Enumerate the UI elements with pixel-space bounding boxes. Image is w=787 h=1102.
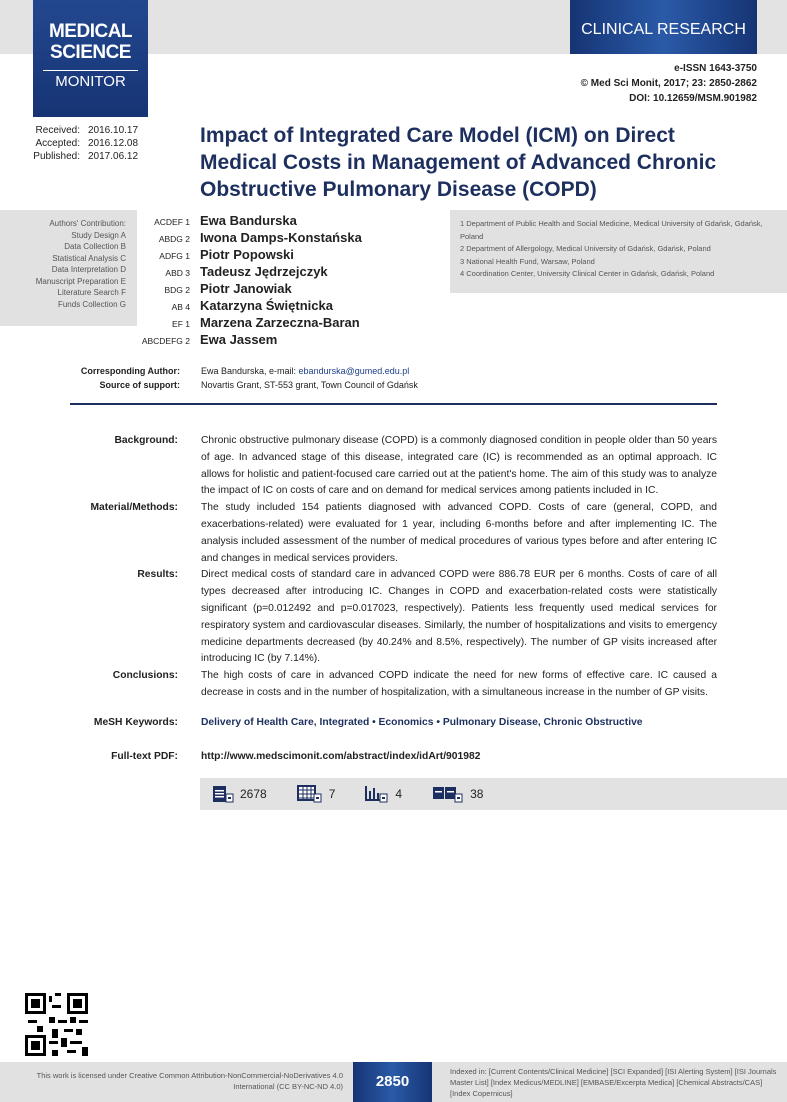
section-text: The high costs of care in advanced COPD indicate the need for new forms of effective care. IC caused a decrease in costs and in the number of hospitalization, with a simultaneous increase in the number of GP visits. [201, 670, 717, 698]
contribution-item: Authors' Contribution: [49, 219, 126, 228]
date-value: 2016.12.08 [88, 138, 139, 149]
license-text: This work is licensed under Creative Common Attribution-NonCommercial-NoDerivatives 4.0 International (CC BY-NC-ND 4.0) [36, 1071, 343, 1091]
references-icon [432, 785, 464, 803]
section-text: The study included 154 patients diagnosed with advanced COPD. Costs of care (general, COPD, and exacerbations-related) were evaluated for 1 year, including 6-months before and after implementing IC. The analysis included assessment of the number of medical procedures of various types before and after entering IC and changes in medical services providers. [201, 502, 717, 564]
reference-count [432, 785, 483, 803]
article-title: Impact of Integrated Care Model (ICM) on Direct Medical Costs in Management of Advanced Chronic Obstructive Pulmonary Disease (COPD) [200, 124, 717, 201]
section-text: Chronic obstructive pulmonary disease (COPD) is a commonly diagnosed condition in people older than 50 years of age. In advanced stage of this disease, integrated care (IC) is recommended as an optimal approach. IC allows for holistic and patient-focused care carried out at the patient's home. The aim of this study was to analyze the impact of IC on costs of care and on demand for medical services among patients included in IC. [201, 435, 717, 497]
eissn: e-ISSN 1643-3750 [674, 63, 757, 74]
contribution-item: Study Design A [71, 230, 126, 240]
page-number: 2850 [353, 1062, 432, 1102]
date-value: 2016.10.17 [88, 125, 139, 136]
abstract-conclusions [0, 668, 720, 702]
qr-code[interactable] [25, 993, 88, 1056]
section-label: Results: [137, 569, 178, 581]
abstract-methods [0, 500, 720, 567]
affiliation: 3 National Health Fund, Warsaw, Poland [460, 256, 595, 266]
mesh-label: MeSH Keywords: [93, 717, 178, 728]
pdf-label: Full-text PDF: [111, 751, 178, 762]
email-link[interactable]: ebandurska@gumed.edu.pl [298, 366, 410, 376]
author-code: AB 4 [171, 302, 190, 312]
author-name: Piotr Popowski [200, 247, 294, 262]
date-label: Published: [33, 151, 80, 162]
author-name: Katarzyna Świętnicka [200, 298, 333, 313]
logo-text: MONITOR [55, 73, 126, 90]
stat-value: 2678 [240, 787, 267, 801]
author-name: Marzena Zarzeczna-Baran [200, 315, 360, 330]
author-code: BDG 2 [164, 285, 190, 295]
affiliations [450, 210, 787, 293]
contribution-legend [0, 210, 137, 326]
indexed-in: Indexed in: [Current Contents/Clinical Medicine] [SCI Expanded] [ISI Alerting System] [ISI Journals Master List] [Index Medicus/MEDLINE] [EMBASE/Excerpta Medica] [Chemical Abstracts/CAS] [Index Copernicus] [450, 1067, 777, 1098]
date-label: Received: [35, 125, 80, 136]
author-name: Piotr Janowiak [200, 281, 292, 296]
contribution-item: Data Collection B [64, 242, 126, 251]
author [130, 230, 362, 247]
stat-value: 4 [395, 787, 403, 801]
stat-value: 7 [328, 787, 336, 801]
section-badge: CLINICAL RESEARCH [570, 0, 757, 54]
author-code: ACDEF 1 [154, 217, 190, 227]
author-code: ABCDEFG 2 [141, 336, 190, 346]
author-name: Tadeusz Jędrzejczyk [200, 264, 328, 279]
affiliation: 4 Coordination Center, University Clinical Center in Gdańsk, Gdańsk, Poland [460, 269, 715, 278]
mesh-text: Delivery of Health Care, Integrated • Economics • Pulmonary Disease, Chronic Obstructive [201, 717, 643, 728]
table-count [297, 785, 336, 803]
section-label: Background: [114, 435, 178, 446]
logo-text: SCIENCE [50, 42, 131, 63]
section-label: Conclusions: [112, 670, 178, 682]
fulltext-pdf [0, 749, 717, 766]
author-code: ABDG 2 [158, 234, 190, 244]
journal-logo [33, 0, 148, 117]
date-value: 2017.06.12 [88, 151, 139, 162]
author [130, 298, 362, 315]
author-name: Ewa Bandurska [200, 213, 297, 228]
contribution-item: Data Interpretation D [51, 265, 126, 274]
author-list [130, 213, 362, 349]
date-label: Accepted: [35, 138, 80, 149]
affiliation: 2 Department of Allergology, Medical University of Gdańsk, Gdańsk, Poland [460, 244, 711, 253]
author [130, 332, 362, 349]
figure-count [365, 785, 402, 803]
abstract-background [0, 433, 720, 500]
author [130, 247, 362, 264]
logo-text: MEDICAL [48, 21, 133, 42]
citation: © Med Sci Monit, 2017; 23: 2850-2862 [580, 78, 757, 89]
bar-chart-icon [365, 785, 389, 803]
article-stats [200, 778, 787, 810]
citation-meta [581, 61, 757, 106]
author-name: Ewa Jassem [200, 332, 278, 347]
contribution-item: Literature Search F [57, 288, 126, 297]
author-code: ABD 3 [165, 268, 190, 278]
author-code: EF 1 [172, 319, 190, 329]
author [130, 281, 362, 298]
divider [70, 403, 717, 405]
author [130, 213, 362, 230]
contribution-item: Statistical Analysis C [52, 253, 126, 263]
author-code: ADFG 1 [159, 251, 190, 261]
stat-value: 38 [470, 787, 484, 801]
author [130, 264, 362, 281]
mesh-keywords [0, 715, 717, 732]
doi: DOI: 10.12659/MSM.901982 [629, 93, 757, 104]
author-name: Iwona Damps-Konstańska [200, 230, 362, 245]
author [130, 315, 362, 332]
contribution-item: Manuscript Preparation E [35, 276, 126, 286]
document-icon [212, 785, 234, 803]
pdf-link[interactable]: http://www.medscimonit.com/abstract/index/idArt/901982 [201, 751, 481, 762]
dates [30, 124, 138, 163]
affiliation: 1 Department of Public Health and Social Medicine, Medical University of Gdańsk, Gdańsk, Poland [460, 219, 763, 241]
section-text: Direct medical costs of standard care in advanced COPD were 886.78 EUR per 6 months. Costs of care of all types decreased after introducing IC. Changes in COPD and exacerbation-related costs were statistically significant (p=0.012492 and p=0.017023, respectively). Patients less frequently used medical services for respiratory system and cardiovascular diseases. Similarly, the number of hospitalizations and visits to emergency medicine departments decreased (by 40.24% and 8.5%, respectively). The number of GP visits increased after introducing IC (by 7.14%). [201, 569, 717, 665]
correspondence [0, 364, 418, 392]
word-count [212, 785, 267, 803]
support-text: Novartis Grant, ST-553 grant, Town Council of Gdańsk [201, 380, 418, 390]
section-label: Material/Methods: [90, 502, 178, 514]
table-icon [297, 785, 323, 803]
corresponding-label: Corresponding Author: [80, 366, 180, 376]
support-label: Source of support: [99, 380, 180, 390]
abstract [0, 433, 720, 702]
contribution-item: Funds Collection G [57, 299, 126, 309]
abstract-results [0, 567, 720, 668]
corresponding-text: Ewa Bandurska, e-mail: [201, 366, 299, 376]
